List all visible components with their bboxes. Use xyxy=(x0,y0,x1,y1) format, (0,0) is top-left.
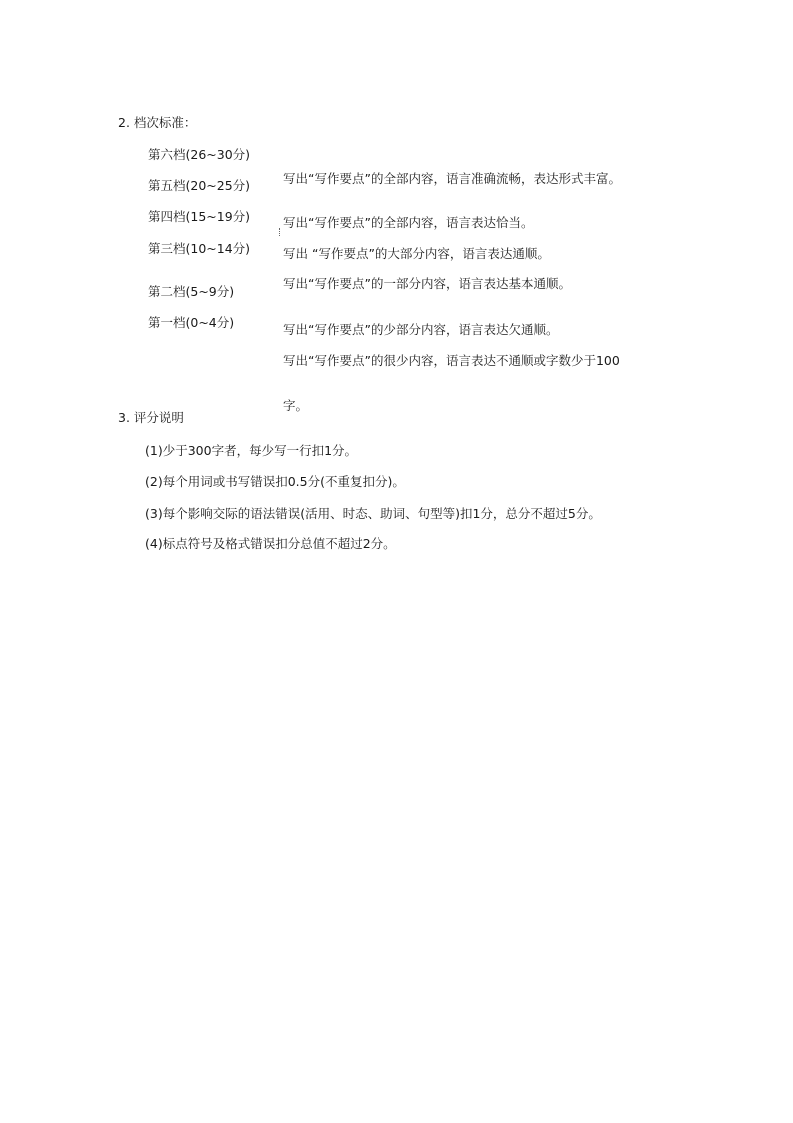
rule-3: (3)每个影响交际的语法错误(活用、时态、助词、句型等)扣1分，总分不超过5分。 xyxy=(145,506,601,521)
description-level-2: 写出“写作要点”的少部分内容，语言表达欠通顺。 xyxy=(283,322,559,337)
description-level-3: 写出“写作要点”的一部分内容，语言表达基本通顺。 xyxy=(283,276,571,291)
level-1: 第一档(0~4分) xyxy=(148,315,235,330)
column-divider-mark xyxy=(279,228,281,236)
description-level-6: 写出“写作要点”的全部内容，语言准确流畅，表达形式丰富。 xyxy=(283,171,621,186)
level-6: 第六档(26~30分) xyxy=(148,147,251,162)
section-2-heading: 2. 档次标准： xyxy=(118,115,197,130)
description-level-1-continued: 字。 xyxy=(283,398,309,413)
description-level-1: 写出“写作要点”的很少内容，语言表达不通顺或字数少于100 xyxy=(283,353,620,368)
section-3-heading: 3. 评分说明 xyxy=(118,410,184,425)
rule-2: (2)每个用词或书写错误扣0.5分(不重复扣分)。 xyxy=(145,474,405,489)
description-level-5: 写出“写作要点”的全部内容，语言表达恰当。 xyxy=(283,215,534,230)
level-3: 第三档(10~14分) xyxy=(148,241,251,256)
description-level-4: 写出 “写作要点”的大部分内容，语言表达通顺。 xyxy=(283,246,550,261)
rule-4: (4)标点符号及格式错误扣分总值不超过2分。 xyxy=(145,536,396,551)
level-4: 第四档(15~19分) xyxy=(148,209,251,224)
level-2: 第二档(5~9分) xyxy=(148,284,235,299)
rule-1: (1)少于300字者，每少写一行扣1分。 xyxy=(145,443,358,458)
level-5: 第五档(20~25分) xyxy=(148,178,251,193)
